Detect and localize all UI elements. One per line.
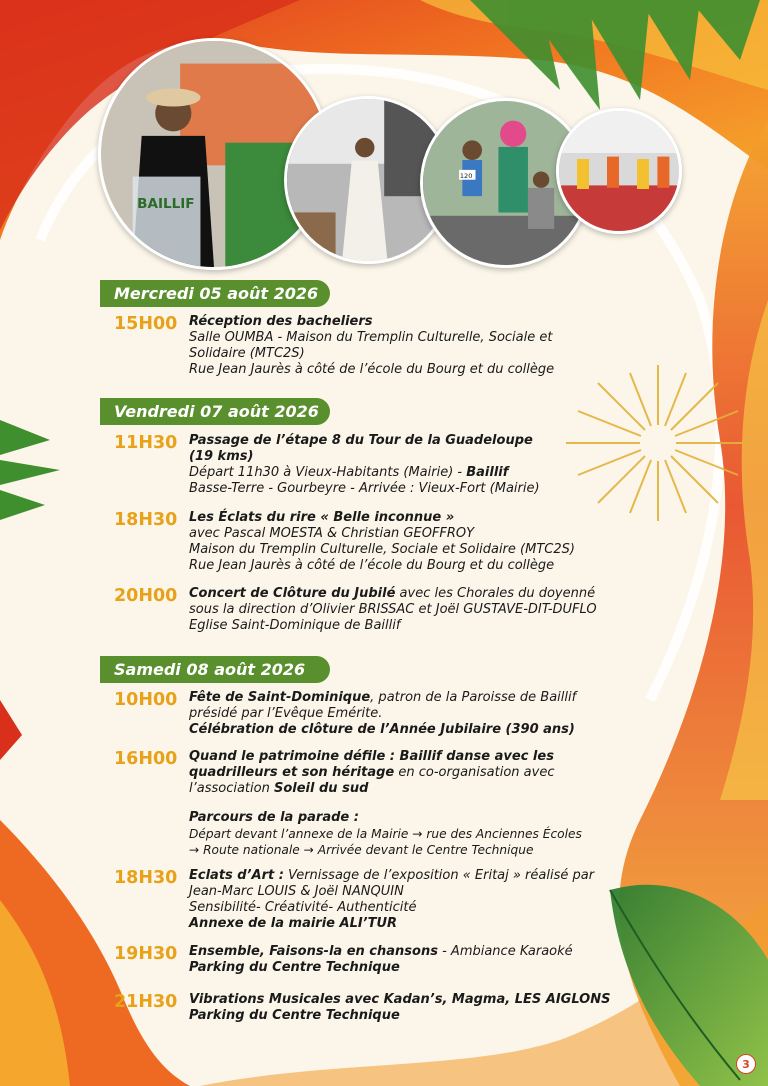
event-item bbox=[114, 314, 634, 378]
event-title: Eclats d’Art : bbox=[189, 868, 284, 883]
event-line-tail: en co-organisation avec bbox=[394, 765, 555, 780]
event-item bbox=[114, 749, 634, 797]
parade-route bbox=[114, 810, 634, 858]
event-line-text: l’association bbox=[189, 781, 274, 796]
event-line-bold: Parking du Centre Technique bbox=[189, 1008, 400, 1023]
event-title-cont: quadrilleurs et son héritage bbox=[189, 765, 395, 780]
parade-line: Départ devant l’annexe de la Mairie → rue des Anciennes Écoles bbox=[189, 827, 582, 841]
event-time: 16H00 bbox=[114, 749, 178, 769]
event-item bbox=[114, 510, 634, 574]
event-line-bold: Soleil du sud bbox=[273, 781, 369, 796]
event-title: Ensemble, Faisons-la en chansons bbox=[189, 944, 438, 959]
event-title: Réception des bacheliers bbox=[189, 314, 373, 329]
event-title: Vibrations Musicales avec Kadan’s, Magma, LES AIGLONS bbox=[189, 992, 611, 1007]
event-title-cont: (19 kms) bbox=[189, 449, 254, 464]
event-line: avec Pascal MOESTA & Christian GEOFFROY bbox=[189, 526, 475, 541]
event-title: Les Éclats du rire « Belle inconnue » bbox=[189, 510, 455, 525]
event-line-bold: Célébration de clôture de l’Année Jubilaire (390 ans) bbox=[189, 722, 575, 737]
event-line-tail: , patron de la Paroisse de Baillif bbox=[370, 690, 577, 705]
event-title: Concert de Clôture du Jubilé bbox=[189, 586, 396, 601]
event-line: Rue Jean Jaurès à côté de l’école du Bourg et du collège bbox=[189, 362, 555, 377]
event-item bbox=[114, 690, 634, 738]
parade-title: Parcours de la parade : bbox=[189, 810, 359, 825]
event-line: Sensibilité- Créativité- Authenticité bbox=[189, 900, 417, 915]
event-line bbox=[189, 868, 634, 884]
day-banner-saturday: Samedi 08 août 2026 bbox=[100, 656, 330, 683]
photo-dancers bbox=[556, 108, 682, 234]
event-line bbox=[189, 944, 634, 960]
event-line: Solidaire (MTC2S) bbox=[189, 346, 305, 361]
event-time: 11H30 bbox=[114, 433, 178, 453]
event-item bbox=[114, 992, 634, 1024]
event-time: 21H30 bbox=[114, 992, 178, 1012]
day-banner-friday: Vendredi 07 août 2026 bbox=[100, 398, 330, 425]
page-number: 3 bbox=[736, 1054, 756, 1074]
event-line-text: Départ 11h30 à Vieux-Habitants (Mairie) - bbox=[189, 465, 467, 480]
event-time: 20H00 bbox=[114, 586, 178, 606]
event-title: Quand le patrimoine défile : Baillif danse avec les bbox=[189, 749, 554, 764]
event-line bbox=[189, 586, 634, 602]
event-line bbox=[189, 781, 634, 797]
event-title: Fête de Saint-Dominique bbox=[189, 690, 371, 705]
event-time: 15H00 bbox=[114, 314, 178, 334]
event-item bbox=[114, 868, 634, 932]
event-line: présidé par l’Evêque Emérite. bbox=[189, 706, 383, 721]
event-line: sous la direction d’Olivier BRISSAC et Joël GUSTAVE-DIT-DUFLO bbox=[189, 602, 597, 617]
day-banner-wednesday: Mercredi 05 août 2026 bbox=[100, 280, 330, 307]
event-line-bold: Parking du Centre Technique bbox=[189, 960, 400, 975]
event-line: Eglise Saint-Dominique de Baillif bbox=[189, 618, 401, 633]
event-line-bold: Baillif bbox=[466, 465, 509, 480]
event-line bbox=[189, 690, 634, 706]
event-time: 19H30 bbox=[114, 944, 178, 964]
event-line bbox=[189, 765, 634, 781]
event-time: 18H30 bbox=[114, 868, 178, 888]
event-item bbox=[114, 944, 634, 976]
event-line-tail: Vernissage de l’exposition « Eritaj » réalisé par bbox=[283, 868, 595, 883]
event-title: Passage de l’étape 8 du Tour de la Guadeloupe bbox=[189, 433, 533, 448]
event-line-tail: - Ambiance Karaoké bbox=[437, 944, 573, 959]
event-time: 18H30 bbox=[114, 510, 178, 530]
event-line: Rue Jean Jaurès à côté de l’école du Bourg et du collège bbox=[189, 558, 555, 573]
event-line: Basse-Terre - Gourbeyre - Arrivée : Vieux-Fort (Mairie) bbox=[189, 481, 540, 496]
parade-line: → Route nationale → Arrivée devant le Centre Technique bbox=[189, 843, 534, 857]
event-line: Maison du Tremplin Culturelle, Sociale et Solidaire (MTC2S) bbox=[189, 542, 575, 557]
event-line-bold: Annexe de la mairie ALI’TUR bbox=[189, 916, 398, 931]
podium-logo-text: BAILLIF bbox=[137, 196, 195, 213]
event-item bbox=[114, 586, 634, 634]
event-item bbox=[114, 433, 634, 497]
event-line: Salle OUMBA - Maison du Tremplin Culturelle, Sociale et bbox=[189, 330, 553, 345]
runner-bib-text: 120 bbox=[459, 172, 473, 181]
event-line bbox=[189, 465, 634, 481]
event-line-tail: avec les Chorales du doyenné bbox=[395, 586, 596, 601]
event-line: Jean-Marc LOUIS & Joël NANQUIN bbox=[189, 884, 404, 899]
event-time: 10H00 bbox=[114, 690, 178, 710]
